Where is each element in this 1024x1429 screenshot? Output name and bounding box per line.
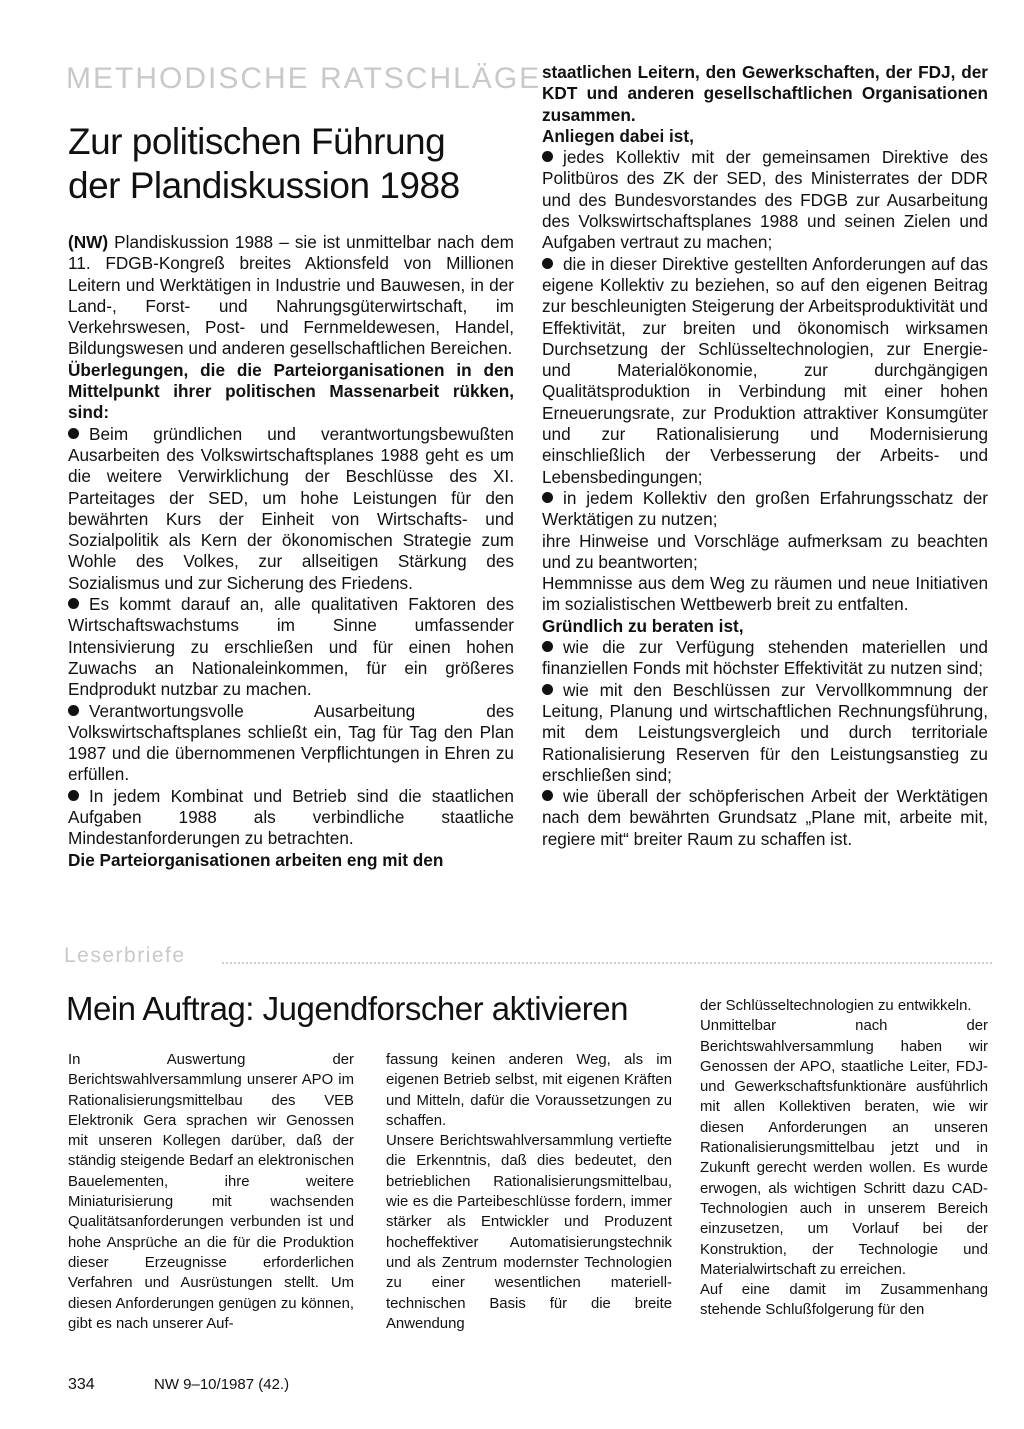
bullet-icon [542, 151, 553, 162]
bullet-paragraph [542, 680, 988, 786]
letter-paragraph: der Schlüsseltechnologien zu entwikkeln. [700, 998, 972, 1014]
bold-paragraph [542, 126, 988, 147]
letter-paragraph: Unmittelbar nach der Berichtswahlversammlung haben wir Genossen der APO, staatliche Leiter, FDJ- und Gewerkschaftsfunktionäre ausführlich mit allen Kollektiven beraten, wie wir diesen Anforderungen an unseren Rationalisierungsmittelbau jetzt und in Zukunft gerecht werden wollen. Es wurde erwogen, als wichtigen Schritt dazu CAD-Technologien auch in unserem Bereich einzusetzen, um Vorlauf bei der Konstruktion, der Technologie und Materialwirtschaft zu erreichen. [700, 1018, 988, 1278]
paragraph-text: In jedem Kombinat und Betrieb sind die staatlichen Aufgaben 1988 als verbindliche staatliche Mindestanforderungen zu betrachten. [68, 785, 514, 849]
letter-paragraph: In Auswertung der Berichtswahlversammlung unserer APO im Rationalisierungsmittelbau des VEB Elektronik Gera sprachen wir Genossen mit unseren Kollegen darüber, daß der ständig steigende Bedarf an elektronischen Bauelementen, ihre weitere Miniaturisierung mit wachsenden Qualitätsanforderungen verbunden ist und hohe Ansprüche an die für die Produktion dieser Erzeugnisse erforderlichen Verfahren und Ausrüstungen stellt. Um diesen Anforderungen genügen zu können, gibt es nach unserer Auf- [68, 1052, 354, 1332]
section-rubric: METHODISCHE RATSCHLÄGE [66, 62, 542, 95]
paragraph-text: Es kommt darauf an, alle qualitativen Faktoren des Wirtschaftswachstums im Sinne umfassender Intensivierung zu erschließen und für einen hohen Zuwachs an Nationaleinkommen, für ein größeres Endprodukt nutzbar zu machen. [68, 594, 514, 700]
article-title [68, 120, 508, 208]
paragraph-text: Hemmnisse aus dem Weg zu räumen und neue Initiativen im sozialistischen Wettbewerb breit zu entfalten. [542, 573, 988, 615]
article-right-column [542, 62, 988, 850]
lead-source-tag: (NW) [68, 232, 109, 252]
letter-column-3 [700, 996, 988, 1321]
bullet-paragraph [68, 594, 514, 700]
title-line-2: der Plandiskussion 1988 [68, 165, 460, 206]
bullet-icon [542, 258, 553, 269]
bullet-paragraph [542, 637, 988, 680]
bullet-icon [68, 705, 79, 716]
bullet-paragraph [542, 488, 988, 531]
issue-reference: NW 9–10/1987 (42.) [154, 1376, 290, 1393]
section-rubric-letters: Leserbriefe [64, 944, 186, 967]
bullet-paragraph [542, 147, 988, 253]
paragraph-text: wie überall der schöpferischen Arbeit der Werktätigen nach dem bewährten Grundsatz „Plane mit, arbeite mit, regiere mit“ breiter Raum zu schaffen ist. [542, 786, 988, 849]
article-left-column [68, 232, 514, 871]
paragraph-text: Die Parteiorganisationen arbeiten eng mit den [68, 849, 444, 870]
paragraph [542, 573, 988, 616]
bold-paragraph [68, 360, 514, 424]
paragraph-text: in jedem Kollektiv den großen Erfahrungsschatz der Werktätigen zu nutzen; [542, 487, 988, 530]
bullet-icon [68, 428, 79, 439]
letter-paragraph: fassung keinen anderen Weg, als im eigenen Betrieb selbst, mit eigenen Kräften und Mitteln, dafür die Voraussetzungen zu schaffen. [386, 1052, 672, 1129]
title-line-1: Zur politischen Führung [68, 121, 446, 162]
paragraph-text: wie mit den Beschlüssen zur Vervollkommnung der Leitung, Planung und wirtschaftlichen Rechnungsführung, mit dem Leistungsvergleich und durch territoriale Rationalisierung Reserven für den Leistungsanstieg zu erschließen sind; [542, 679, 988, 785]
bullet-icon [68, 790, 79, 801]
lead-paragraph [68, 232, 514, 360]
paragraph [542, 531, 988, 574]
page-number: 334 [68, 1376, 95, 1393]
letter-column-2 [386, 1050, 672, 1334]
bold-paragraph [542, 62, 988, 126]
paragraph-text: Beim gründlichen und verantwortungsbewußten Ausarbeiten des Volkswirtschaftsplanes 1988 geht es um die weitere Verwirklichung der Beschlüsse des XI. Parteitages der SED, um hohe Leistungen für den bewährten Kurs der Einheit von Wirtschafts- und Sozialpolitik als Kern der ökonomischen Strategie zum Wohle des Volkes, zur allseitigen Stärkung des Sozialismus und zur Sicherung des Friedens. [68, 423, 514, 593]
letter-paragraph: Auf eine damit im Zusammenhang stehende Schlußfolgerung für den [700, 1282, 988, 1319]
paragraph-text: Verantwortungsvolle Ausarbeitung des Volkswirtschaftsplanes schließt ein, Tag für Tag den Plan 1987 und die übernommenen Verpflichtungen in Ehren zu erfüllen. [68, 700, 514, 785]
bullet-icon [542, 684, 553, 695]
letter-column-1 [68, 1050, 354, 1334]
bullet-paragraph [68, 701, 514, 786]
paragraph-text: wie die zur Verfügung stehenden materiellen und finanziellen Fonds mit höchster Effektivität zu nutzen sind; [542, 637, 988, 679]
lead-text: Plandiskussion 1988 – sie ist unmittelbar nach dem 11. FDGB-Kongreß breites Aktionsfeld von Millionen Leitern und Werktätigen in Industrie und Bauwesen, in der Land-, Forst- und Nahrungsgüterwirtschaft, im Verkehrswesen, Post- und Fernmeldewesen, Handel, Bildungswesen und anderen gesellschaftlichen Bereichen. [68, 232, 514, 359]
paragraph-text: die in dieser Direktive gestellten Anforderungen auf das eigene Kollektiv zu beziehen, so auf den eigenen Beitrag zur beschleunigten Steigerung der Arbeitsproduktivität und Effektivität, zur breiten und ökonomisch wirksamen Durchsetzung der Schlüsseltechnologien, zur Energie- und Materialökonomie, zur durchgängigen Qualitätsproduktion in Verbindung mit einer hohen Erneuerungsrate, zur Produktion attraktiver Konsumgüter und zur Rationalisierung und Modernisierung einschließlich der Verbesserung der Arbeits- und Lebensbedingungen; [542, 253, 988, 487]
bold-paragraph [542, 616, 988, 637]
paragraph-text: Anliegen dabei ist, [542, 125, 694, 146]
bullet-icon [542, 790, 553, 801]
bullet-paragraph [542, 786, 988, 850]
bullet-icon [68, 598, 79, 609]
letter-title: Mein Auftrag: Jugendforscher aktivieren [66, 990, 628, 1027]
paragraph-text: Gründlich zu beraten ist, [542, 615, 744, 636]
bold-paragraph [68, 850, 514, 871]
rubric-divider [222, 962, 992, 964]
paragraph-text: Überlegungen, die die Parteiorganisationen in den Mittelpunkt ihrer politischen Massenarbeit rükken, sind: [68, 359, 514, 423]
bullet-paragraph [68, 424, 514, 594]
paragraph-text: staatlichen Leitern, den Gewerkschaften, der FDJ, der KDT und anderen gesellschaftlichen Organisationen zusammen. [542, 62, 988, 125]
paragraph-text: ihre Hinweise und Vorschläge aufmerksam zu beachten und zu beantworten; [542, 530, 988, 572]
bullet-paragraph [68, 786, 514, 850]
bullet-icon [542, 492, 553, 503]
bullet-paragraph [542, 254, 988, 488]
paragraph-text: jedes Kollektiv mit der gemeinsamen Direktive des Politbüros des ZK der SED, des Ministerrates der DDR und des Bundesvorstandes des FDGB zur Ausarbeitung des Volkswirtschaftsplanes 1988 und seinen Zielen und Aufgaben vertraut zu machen; [542, 147, 988, 253]
letter-paragraph: Unsere Berichtswahlversammlung vertiefte die Erkenntnis, daß dies bedeutet, den betrieblichen Rationalisierungsmittelbau, wie es die Parteibeschlüsse fordern, immer stärker als Entwickler und Produzent hocheffektiver Automatisierungstechnik und als Zentrum modernster Technologien zu einer wesentlichen materiell-technischen Basis für die breite Anwendung [386, 1133, 672, 1332]
bullet-icon [542, 641, 553, 652]
